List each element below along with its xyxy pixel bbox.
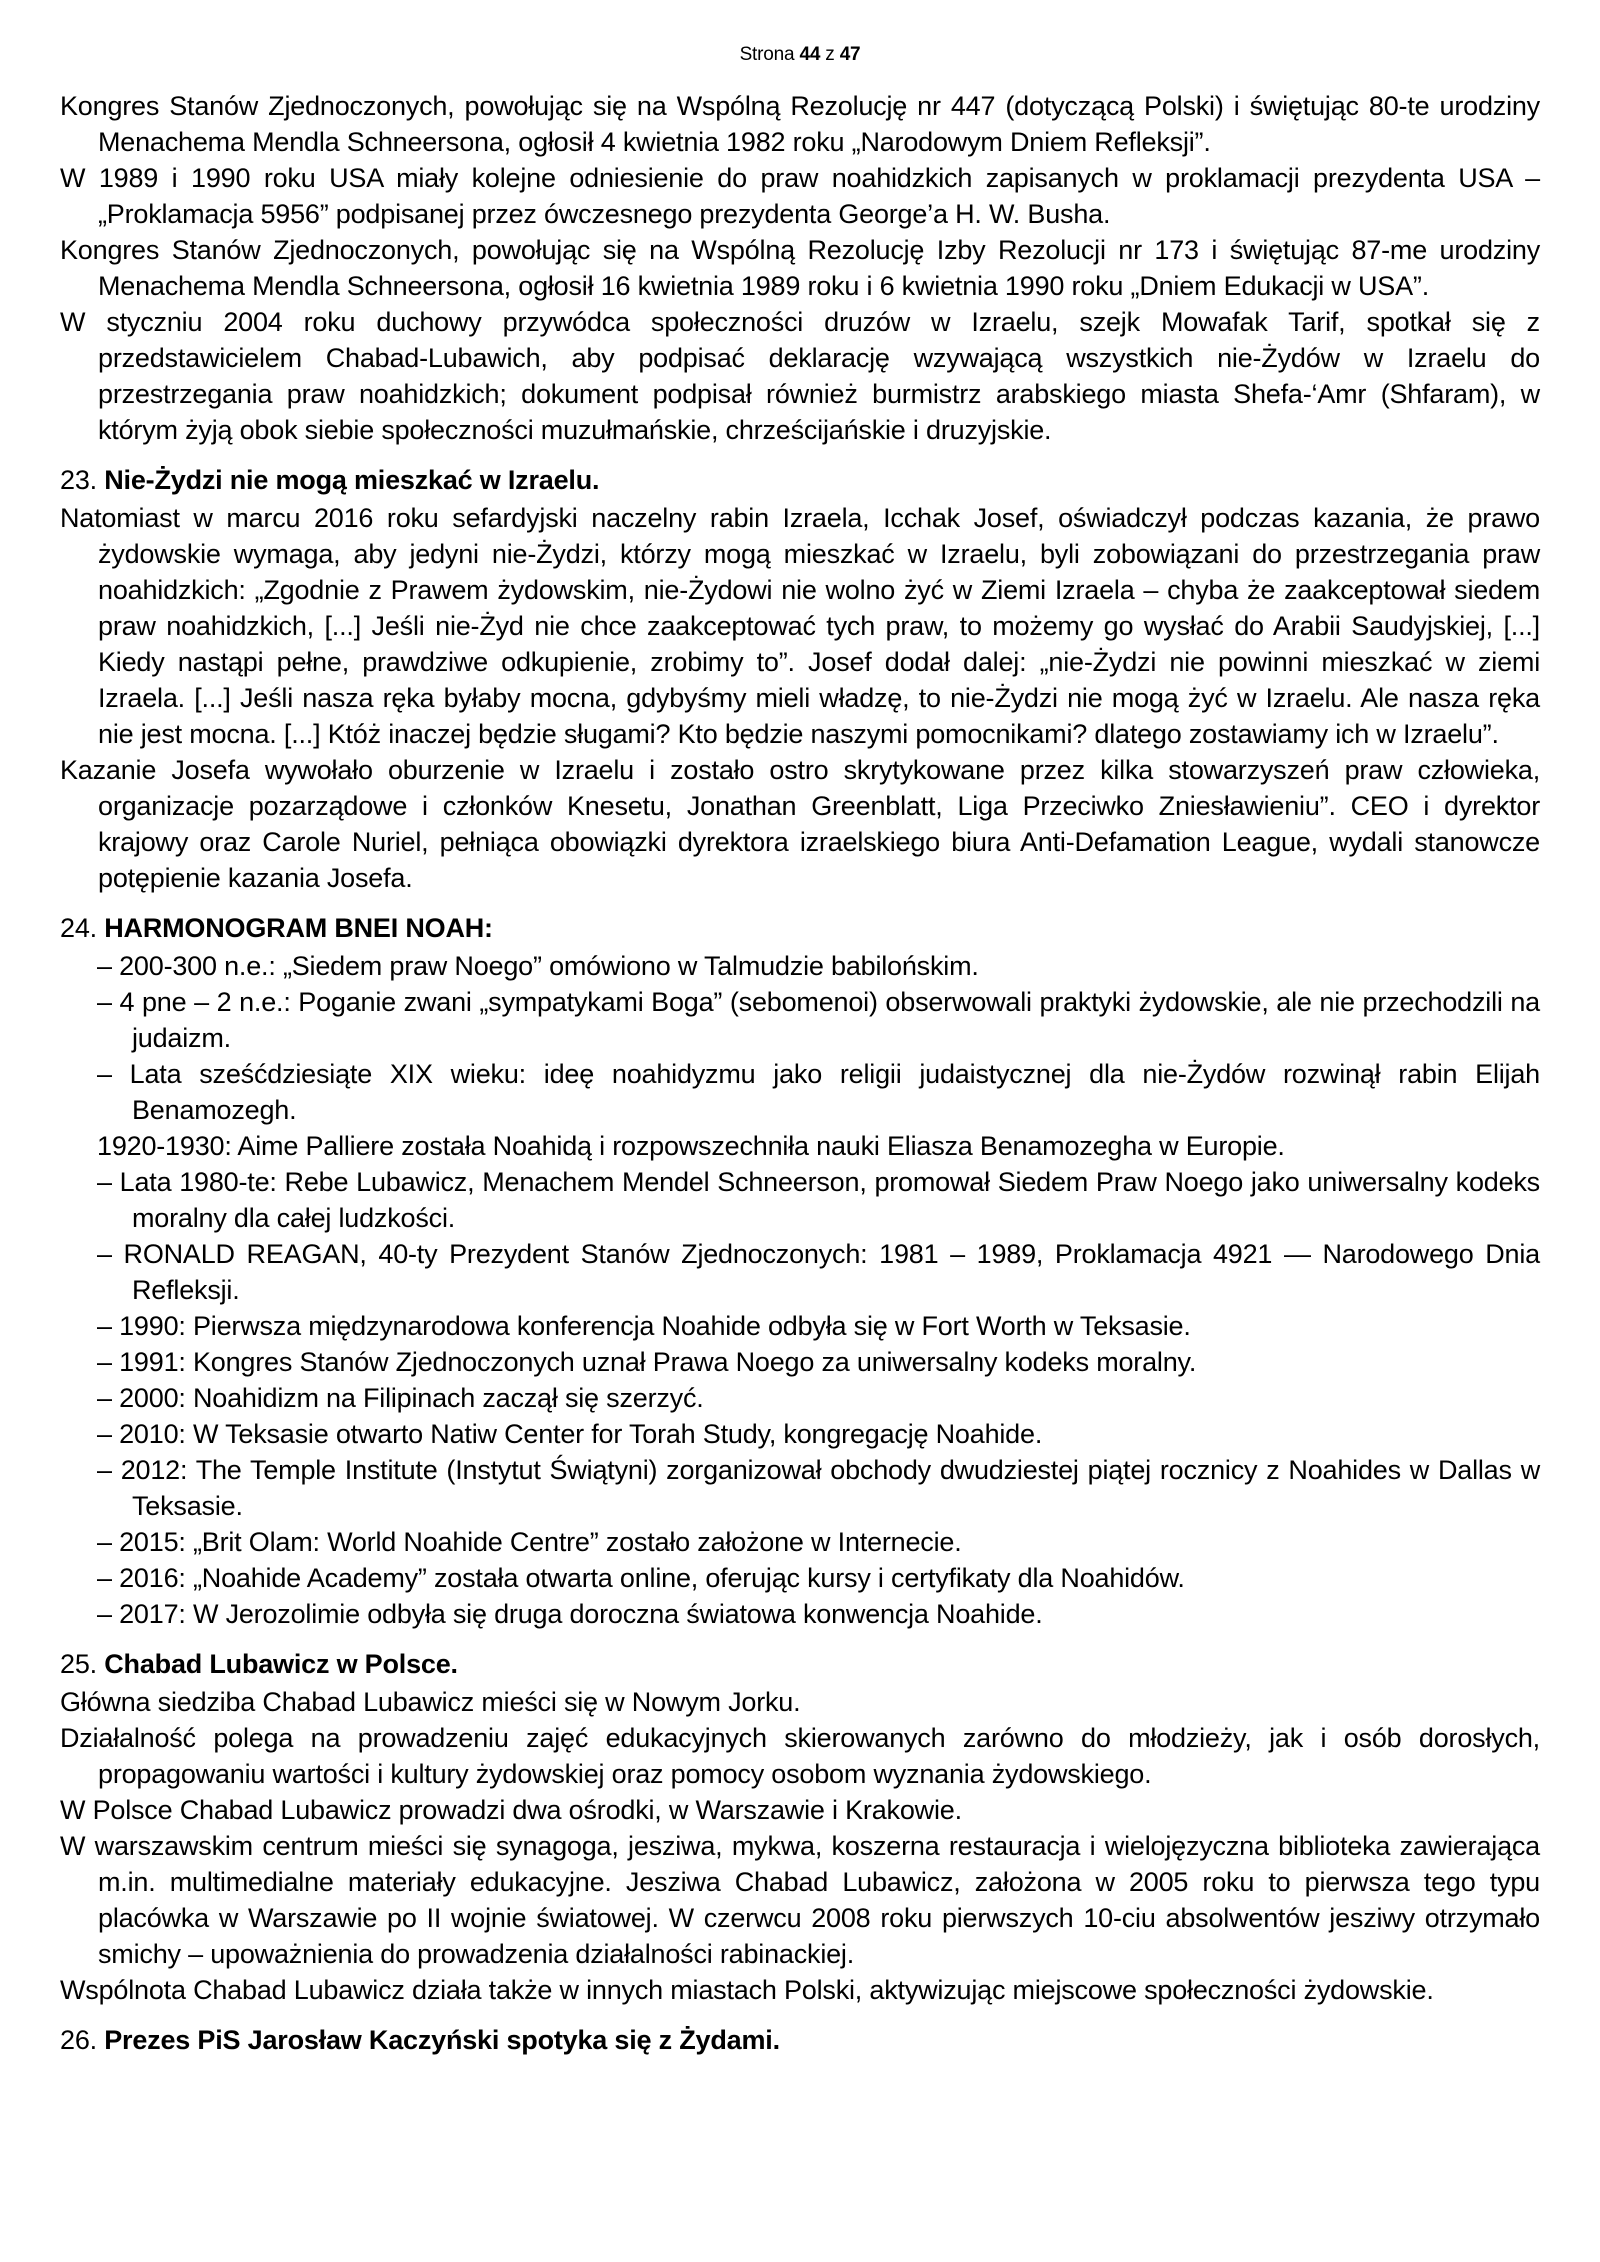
- paragraph: Kongres Stanów Zjednoczonych, powołując się na Wspólną Rezolucję nr 447 (dotyczącą Polski) i świętując 80-te urodziny Menachema Mendla Schneersona, ogłosił 4 kwietnia 1982 roku „Narodowym Dniem Refleksji”.: [60, 91, 1540, 157]
- timeline-item: – 2010: W Teksasie otwarto Natiw Center for Torah Study, kongregację Noahide.: [97, 1419, 1043, 1449]
- paragraph: Wspólnota Chabad Lubawicz działa także w innych miastach Polski, aktywizując miejscowe społeczności żydowskie.: [60, 1975, 1434, 2005]
- page-number-total: 47: [839, 44, 861, 65]
- timeline-item: – 4 pne – 2 n.e.: Poganie zwani „sympatykami Boga” (sebomenoi) obserwowali praktyki żydowskie, ale nie przechodzili na judaizm.: [97, 987, 1540, 1053]
- section-title: HARMONOGRAM BNEI NOAH:: [104, 913, 493, 943]
- section-title: Chabad Lubawicz w Polsce.: [104, 1649, 458, 1679]
- page-number-prefix: Strona: [739, 44, 795, 65]
- paragraph: W styczniu 2004 roku duchowy przywódca społeczności druzów w Izraelu, szejk Mowafak Tarif, spotkał się z przedstawicielem Chabad-Lubawich, aby podpisać deklarację wzywającą wszystkich nie-Żydów w Izraelu do przestrzegania praw noahidzkich; dokument podpisał również burmistrz arabskiego miasta Shefa-‘Amr (Shfaram), w którym żyją obok siebie społeczności muzułmańskie, chrześcijańskie i druzyjskie.: [60, 307, 1540, 445]
- paragraph: Kazanie Josefa wywołało oburzenie w Izraelu i zostało ostro skrytykowane przez kilka stowarzyszeń praw człowieka, organizacje pozarządowe i członków Knesetu, Jonathan Greenblatt, Liga Przeciwko Zniesławieniu”. CEO i dyrektor krajowy oraz Carole Nuriel, pełniąca obowiązki dyrektora izraelskiego biura Anti-Defamation League, wydali stanowcze potępienie kazania Josefa.: [60, 755, 1540, 893]
- section-heading: [60, 462, 1540, 498]
- page-number-separator: z: [825, 44, 835, 65]
- timeline-item: – RONALD REAGAN, 40-ty Prezydent Stanów Zjednoczonych: 1981 – 1989, Proklamacja 4921 — Narodowego Dnia Refleksji.: [97, 1239, 1540, 1305]
- timeline-item: – Lata 1980-te: Rebe Lubawicz, Menachem Mendel Schneerson, promował Siedem Praw Noego jako uniwersalny kodeks moralny dla całej ludzkości.: [97, 1167, 1540, 1233]
- section-heading: [60, 910, 1540, 946]
- section-heading: [60, 2022, 1540, 2058]
- timeline-item: – 1990: Pierwsza międzynarodowa konferencja Noahide odbyła się w Fort Worth w Teksasie.: [97, 1311, 1191, 1341]
- section-number: 23.: [60, 465, 105, 495]
- timeline-item: – 2017: W Jerozolimie odbyła się druga doroczna światowa konwencja Noahide.: [97, 1599, 1043, 1629]
- section-title: Nie-Żydzi nie mogą mieszkać w Izraelu.: [104, 465, 600, 495]
- page-number: [60, 44, 1540, 66]
- timeline-item: – Lata sześćdziesiąte XIX wieku: ideę noahidyzmu jako religii judaistycznej dla nie-Żydów rozwinął rabin Elijah Benamozegh.: [97, 1059, 1540, 1125]
- page-number-current: 44: [799, 44, 821, 65]
- section-title: Prezes PiS Jarosław Kaczyński spotyka się z Żydami.: [104, 2025, 780, 2055]
- timeline-item: – 2000: Noahidizm na Filipinach zaczął się szerzyć.: [97, 1383, 704, 1413]
- timeline-item: – 2016: „Noahide Academy” została otwarta online, oferując kursy i certyfikaty dla Noahidów.: [97, 1563, 1185, 1593]
- section-number: 25.: [60, 1649, 105, 1679]
- timeline-item: 1920-1930: Aime Palliere została Noahidą i rozpowszechniła nauki Eliasza Benamozegha w Europie.: [97, 1131, 1285, 1161]
- paragraph: W warszawskim centrum mieści się synagoga, jesziwa, mykwa, koszerna restauracja i wielojęzyczna biblioteka zawierająca m.in. multimedialne materiały edukacyjne. Jesziwa Chabad Lubawicz, założona w 2005 roku to pierwsza tego typu placówka w Warszawie po II wojnie światowej. W czerwcu 2008 roku pierwszych 10-ciu absolwentów jesziwy otrzymało smichy – upoważnienia do prowadzenia działalności rabinackiej.: [60, 1831, 1540, 1969]
- paragraph: Kongres Stanów Zjednoczonych, powołując się na Wspólną Rezolucję Izby Rezolucji nr 173 i świętując 87-me urodziny Menachema Mendla Schneersona, ogłosił 16 kwietnia 1989 roku i 6 kwietnia 1990 roku „Dniem Edukacji w USA”.: [60, 235, 1540, 301]
- timeline-item: – 2015: „Brit Olam: World Noahide Centre” zostało założone w Internecie.: [97, 1527, 962, 1557]
- paragraph: Główna siedziba Chabad Lubawicz mieści się w Nowym Jorku.: [60, 1687, 801, 1717]
- paragraph: Natomiast w marcu 2016 roku sefardyjski naczelny rabin Izraela, Icchak Josef, oświadczył podczas kazania, że prawo żydowskie wymaga, aby jedyni nie-Żydzi, którzy mogą mieszkać w Izraelu, byli zobowiązani do przestrzegania praw noahidzkich: „Zgodnie z Prawem żydowskim, nie-Żydowi nie wolno żyć w Ziemi Izraela – chyba że zaakceptował siedem praw noahidzkich, [...] Jeśli nie-Żyd nie chce zaakceptować tych praw, to możemy go wysłać do Arabii Saudyjskiej, [...] Kiedy nastąpi pełne, prawdziwe odkupienie, zrobimy to”. Josef dodał dalej: „nie-Żydzi nie powinni mieszkać w ziemi Izraela. [...] Jeśli nasza ręka byłaby mocna, gdybyśmy mieli władzę, to nie-Żydzi nie mogą żyć w Izraelu. Ale nasza ręka nie jest mocna. [...] Któż inaczej będzie sługami? Kto będzie naszymi pomocnikami? dlatego zostawiamy ich w Izraelu”.: [60, 503, 1540, 749]
- section-number: 24.: [60, 913, 105, 943]
- paragraph: W 1989 i 1990 roku USA miały kolejne odniesienie do praw noahidzkich zapisanych w proklamacji prezydenta USA – „Proklamacja 5956” podpisanej przez ówczesnego prezydenta George’a H. W. Busha.: [60, 163, 1540, 229]
- paragraph: W Polsce Chabad Lubawicz prowadzi dwa ośrodki, w Warszawie i Krakowie.: [60, 1795, 962, 1825]
- section-heading: [60, 1646, 1540, 1682]
- paragraph: Działalność polega na prowadzeniu zajęć edukacyjnych skierowanych zarówno do młodzieży, jak i osób dorosłych, propagowaniu wartości i kultury żydowskiej oraz pomocy osobom wyznania żydowskiego.: [60, 1723, 1540, 1789]
- section-number: 26.: [60, 2025, 105, 2055]
- timeline-item: – 1991: Kongres Stanów Zjednoczonych uznał Prawa Noego za uniwersalny kodeks moralny.: [97, 1347, 1197, 1377]
- timeline-item: – 200-300 n.e.: „Siedem praw Noego” omówiono w Talmudzie babilońskim.: [97, 951, 979, 981]
- timeline-item: – 2012: The Temple Institute (Instytut Świątyni) zorganizował obchody dwudziestej piątej rocznicy z Noahides w Dallas w Teksasie.: [97, 1455, 1540, 1521]
- document-content: [60, 88, 1540, 2058]
